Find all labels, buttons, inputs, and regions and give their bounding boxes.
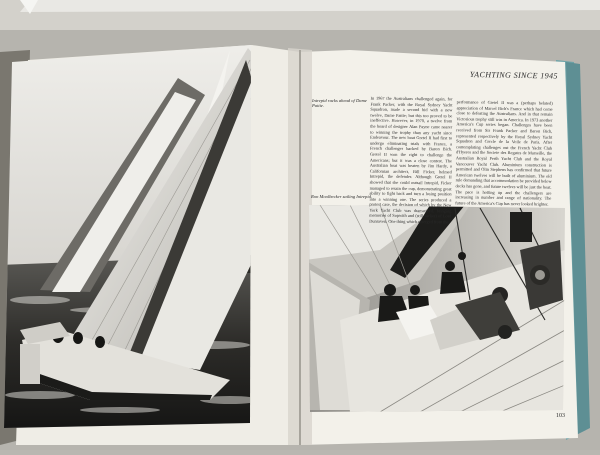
page-number: 103	[556, 413, 565, 419]
text-column-right: performance of Gretel II was a (perhaps belated) appreciation of Marcel Bich's France which had come close to defeating the Australians. And in that remain Victorious trophy still was in America. In 1973 another America's Cup series began. Challenges have been received from Sir Frank Packer and Baron Bich, represented respectively by the Royal Sydney Yacht Squadron and Cercle de la Voile de Paris. After contemplating challenges out the French Yacht Club d'Hyeres and the Societe des Regates de Marseille, the Australian Royal Perth Yacht Club and the Royal Vancouver Yacht Club. Aluminium construction is permitted and Olin Stephens has confirmed that future American twelves will be built of aluminium. The old rule demanding that accommodation be provided below decks has gone, and future twelves will be just the boat. The pace is hotting up and the challengers are increasing in number and range of nationality. The future of the America's Cup has never looked brighter.	[455, 99, 553, 207]
photo-caption: Intrepid racks ahead of Dame Pattie.	[312, 98, 367, 109]
photo-caption: Ron Moolbecker sailing Intrepid.	[311, 194, 373, 199]
crew-on-deck-photo	[300, 200, 570, 415]
twelve-metre-yacht-heeling-photo	[0, 40, 270, 440]
text-column-left: In 1967 the Australians challenged again, for Frank Packer, with the Royal Sydney Yacht Squadron, made a second bid with a new twelve, Dame Pattie; but this too proved to be ineffective. However, in 1970, a twelve from the board of designer Alan Payne came nearer to winning the trophy than any yacht since Endeavour. The new boat Gretel II had first to undergo eliminating trials with France, a French challenger backed by Baron Bich. Gretel II won the right to challenge the Americans; but it was a close contest. The Australian boat was beaten by Jim Hardy, a Californian architect, Bill Ficker, helmed Intrepid, the defender. Although Gretel II showed that she could outsail Intrepid, Ficker managed to retain the cup, demonstrating great ability to fight back and turn a losing position into a winning one. The series produced a protest case, the decision of which by the New York Yacht Club was dramatized, bringing memories of Sopwith and (still earlier) of Lord Dunraven. One thing which emerged from the	[369, 95, 453, 225]
running-header: YACHTING SINCE 1945	[469, 70, 558, 81]
